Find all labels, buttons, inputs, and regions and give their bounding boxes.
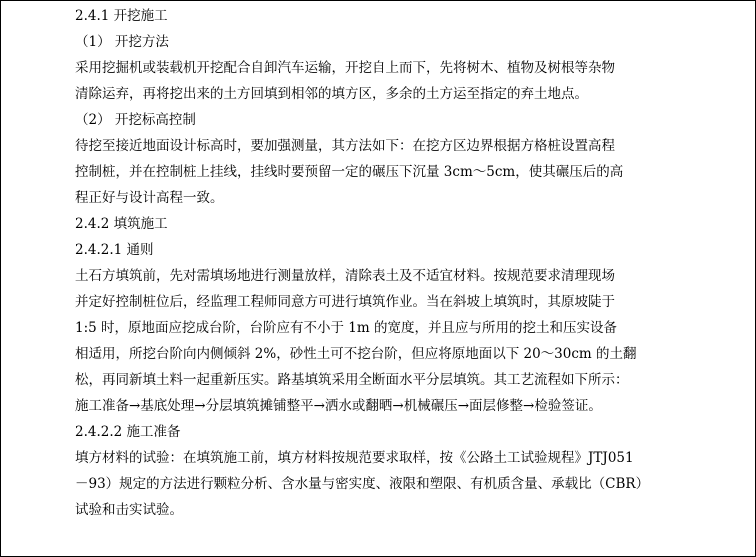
paragraph-line: 并定好控制桩位后，经监理工程师同意方可进行填筑作业。当在斜坡上填筑时，其原坡陡于	[75, 294, 615, 310]
heading-2-4-2: 2.4.2 填筑施工	[75, 216, 168, 232]
paragraph-line: 试验和击实试验。	[75, 502, 183, 518]
paragraph-line: 松，再同新填土料一起重新压实。路基填筑采用全断面水平分层填筑。其工艺流程如下所示：	[75, 372, 629, 388]
heading-2-4-2-1: 2.4.2.1 通则	[75, 242, 154, 258]
process-flow-line: 施工准备→基底处理→分层填筑摊铺整平→洒水或翻晒→机械碾压→面层修整→检验签证。	[75, 398, 602, 414]
paragraph-line: －93）规定的方法进行颗粒分析、含水量与密实度、液限和塑限、有机质含量、承载比（CBR）	[75, 476, 650, 492]
paragraph-line: 1:5 时，原地面应挖成台阶，台阶应有不小于 1m 的宽度，并且应与所用的挖土和压实设备	[75, 320, 617, 336]
subheading-excavation-method: （1） 开挖方法	[75, 34, 169, 50]
paragraph-line: 控制桩，并在控制桩上挂线，挂线时要预留一定的碾压下沉量 3cm～5cm，使其碾压后的高	[75, 164, 624, 180]
paragraph-line: 相适用，所挖台阶向内侧倾斜 2%，砂性土可不挖台阶，但应将原地面以下 20～30cm 的土翻	[75, 346, 637, 362]
heading-2-4-1: 2.4.1 开挖施工	[75, 8, 168, 24]
paragraph-line: 待挖至接近地面设计标高时，要加强测量，其方法如下：在挖方区边界根据方格桩设置高程	[75, 138, 615, 154]
paragraph-line: 采用挖掘机或装载机开挖配合自卸汽车运输，开挖自上而下，先将树木、植物及树根等杂物	[75, 60, 615, 76]
heading-2-4-2-2: 2.4.2.2 施工准备	[75, 424, 181, 440]
paragraph-line: 程正好与设计高程一致。	[75, 190, 224, 206]
subheading-elevation-control: （2） 开挖标高控制	[75, 112, 196, 128]
paragraph-line: 填方材料的试验：在填筑施工前，填方材料按规范要求取样，按《公路土工试验规程》JTJ051	[75, 450, 634, 466]
paragraph-line: 土石方填筑前，先对需填场地进行测量放样，清除表土及不适宜材料。按规范要求清理现场	[75, 268, 615, 284]
paragraph-line: 清除运弃，再将挖出来的土方回填到相邻的填方区，多余的土方运至指定的弃土地点。	[75, 86, 588, 102]
